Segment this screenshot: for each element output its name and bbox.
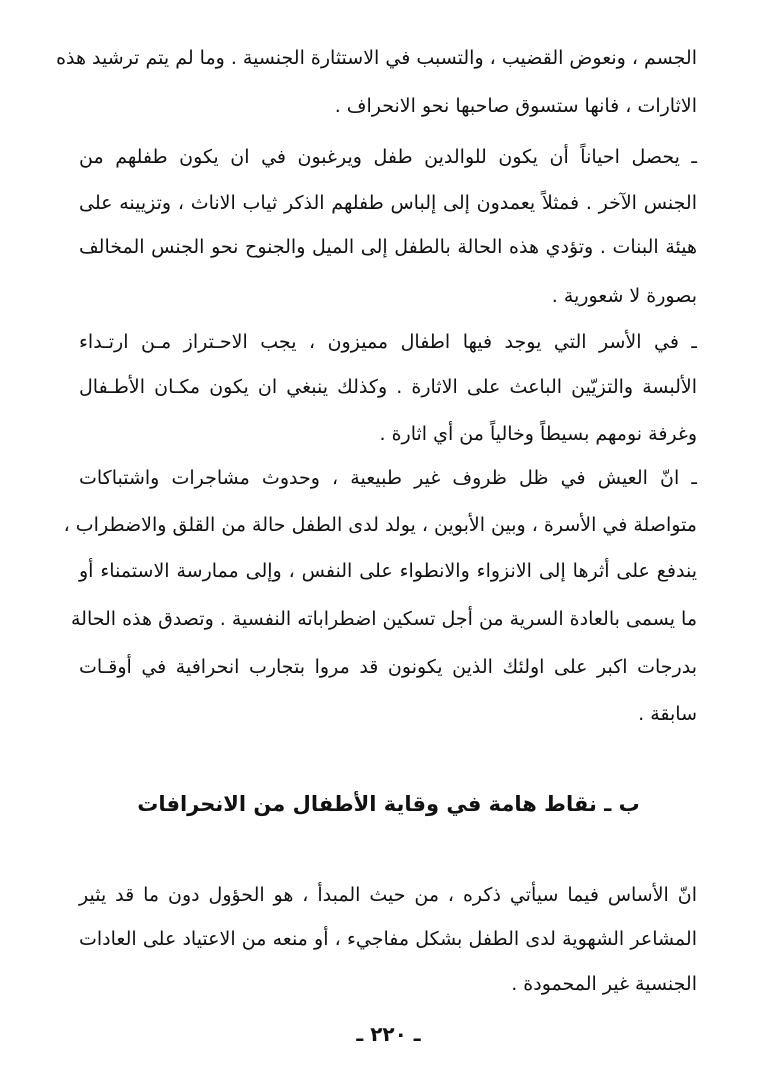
- text-line: المشاعر الشهوية لدى الطفل بشكل مفاجيء ، أو منعه من الاعتياد على العادات: [79, 928, 697, 950]
- text-line: بدرجات اكبر على اولئك الذين يكونون قد مروا بتجارب انحرافية في أوقـات: [79, 656, 697, 678]
- text-line: الجنسية غير المحمودة .: [511, 973, 697, 995]
- text-line: ـ يحصل احياناً أن يكون للوالدين طفل ويرغبون في ان يكون طفلهم من: [79, 146, 697, 168]
- text-line: وغرفة نومهم بسيطاً وخالياً من أي اثارة .: [379, 423, 697, 445]
- text-line: يندفع على أثرها إلى الانزواء والانطواء على النفس ، وإلى ممارسة الاستمناء أو: [79, 560, 697, 582]
- text-line: بصورة لا شعورية .: [551, 285, 697, 307]
- section-heading: ب ـ نقاط هامة في وقاية الأطفال من الانحرافات: [137, 792, 640, 816]
- text-line: ما يسمى بالعادة السرية من أجل تسكين اضطراباته النفسية . وتصدق هذه الحالة: [70, 608, 697, 630]
- text-line: ـ انّ العيش في ظل ظروف غير طبيعية ، وحدوث مشاجرات واشتباكات: [79, 467, 697, 489]
- text-line: الجنس الآخر . فمثلاً يعمدون إلى إلباس طفلهم الذكر ثياب الاناث ، وتزيينه على: [79, 192, 697, 214]
- text-line: الجسم ، ونعوض القضيب ، والتسبب في الاستثارة الجنسية . وما لم يتم ترشيد هذه: [56, 47, 697, 69]
- text-line: ـ في الأسر التي يوجد فيها اطفال مميزون ، يجب الاحـتراز مـن ارتـداء: [79, 331, 697, 353]
- text-line: سابقة .: [638, 703, 697, 725]
- text-line: متواصلة في الأسرة ، وبين الأبوين ، يولد لدى الطفل حالة من القلق والاضطراب ،: [63, 514, 697, 536]
- text-line: الألبسة والتزيّين الباعث على الاثارة . وكذلك ينبغي ان يكون مكـان الأطـفال: [79, 376, 697, 398]
- text-line: هيئة البنات . وتؤدي هذه الحالة بالطفل إلى الميل والجنوح نحو الجنس المخالف: [79, 236, 697, 258]
- text-line: الاثارات ، فانها ستسوق صاحبها نحو الانحراف .: [334, 95, 697, 117]
- page-number: ـ ٢٢٠ ـ: [356, 1022, 421, 1046]
- text-line: انّ الأساس فيما سيأتي ذكره ، من حيث المبدأ ، هو الحؤول دون ما قد يثير: [79, 884, 697, 906]
